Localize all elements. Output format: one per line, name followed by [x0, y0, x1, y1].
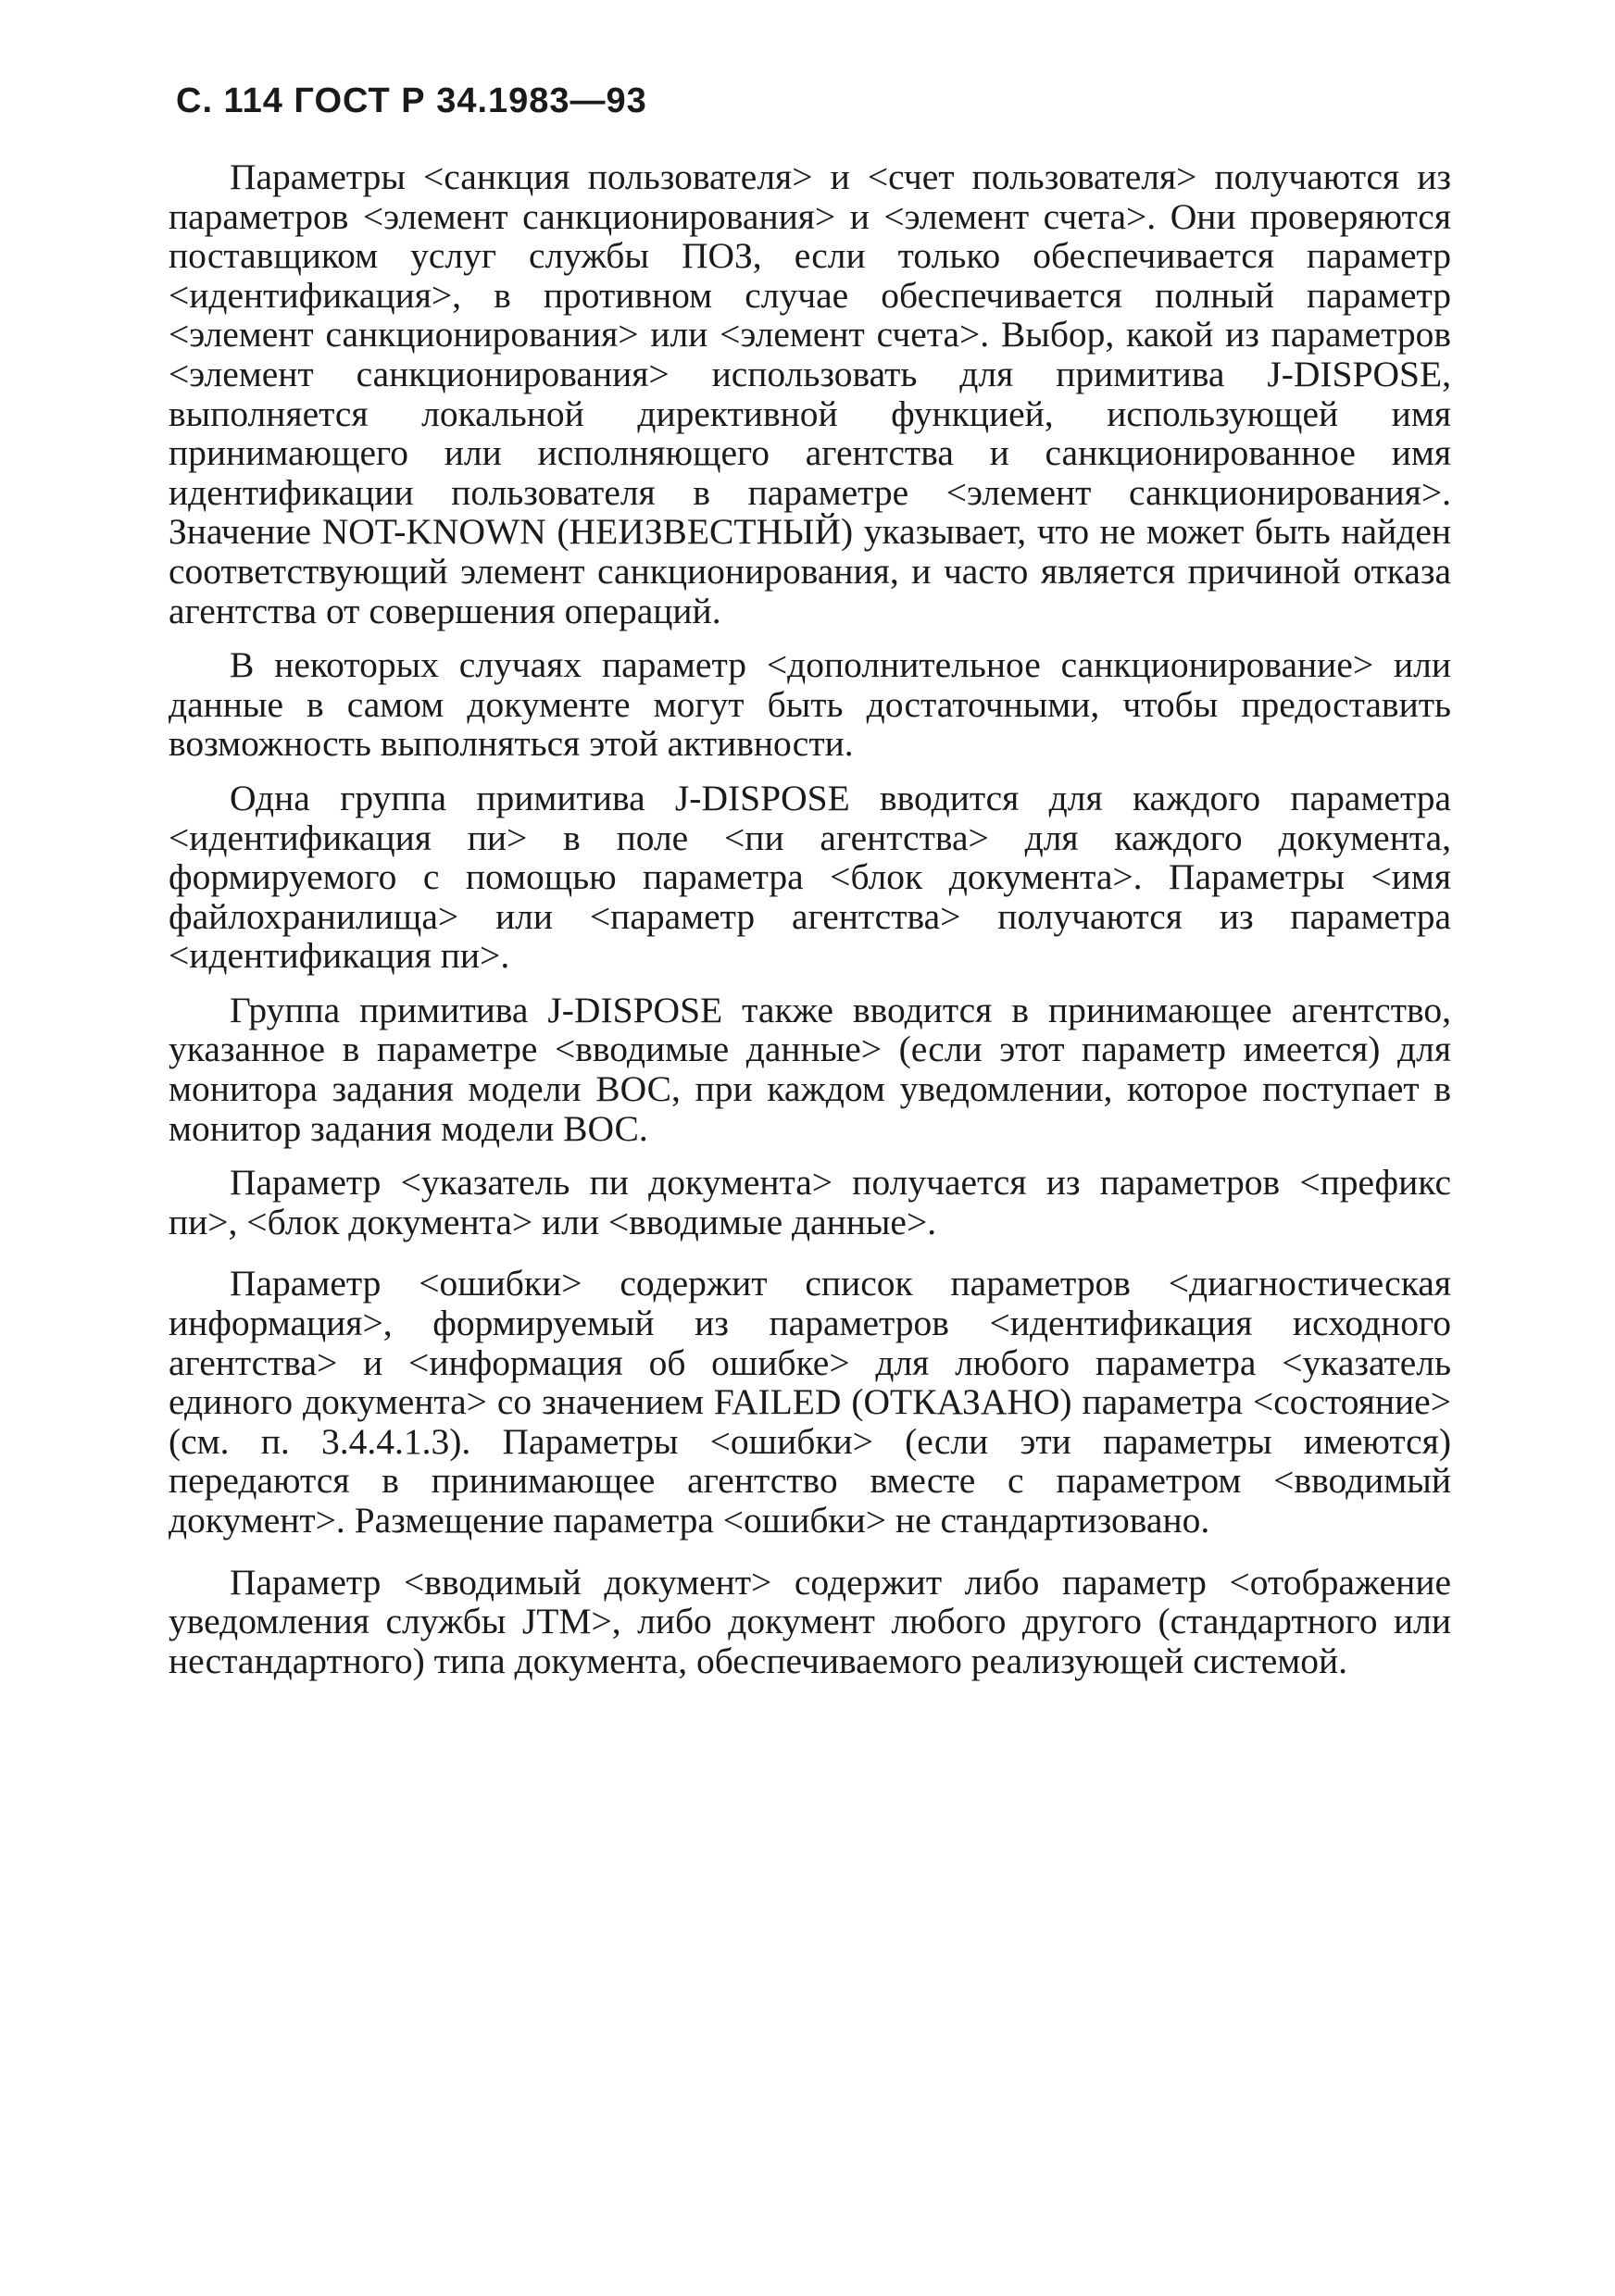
- body-text: [169, 157, 1451, 1680]
- paragraph: В некоторых случаях параметр <дополнительное санкционирование> или данные в самом документе могут быть достаточными, чтобы предоставить возможность выполняться этой активности.: [169, 644, 1451, 765]
- paragraph: Параметр <указатель пи документа> получается из параметров <префикс пи>, <блок документа> или <вводимые данные>.: [169, 1162, 1451, 1242]
- paragraph: Одна группа примитива J-DISPOSE вводится для каждого параметра <идентификация пи> в поле <пи агентства> для каждого документа, формируемого с помощью параметра <блок документа>. Параметры <имя файлохранилища> или <параметр агентства> получаются из параметра <идентификация пи>.: [169, 777, 1451, 977]
- paragraph: Параметры <санкция пользователя> и <счет пользователя> получаются из параметров <элемент санкционирования> и <элемент счета>. Они проверяются поставщиком услуг службы ПОЗ, если только обеспечивается параметр <идентификация>, в противном случае обеспечивается полный параметр <элемент санкционирования> или <элемент счета>. Выбор, какой из параметров <элемент санкционирования> использовать для примитива J-DISPOSE, выполняется локальной директивной функцией, использующей имя принимающего или исполняющего агентства и санкционированное имя идентификации пользователя в параметре <элемент санкционирования>. Значение NOT-KNOWN (НЕИЗВЕСТНЫЙ) указывает, что не может быть найден соответствующий элемент санкционирования, и часто является причиной отказа агентства от совершения операций.: [169, 156, 1451, 631]
- paragraph: Группа примитива J-DISPOSE также вводится в принимающее агентство, указанное в параметре <вводимые данные> (если этот параметр имеется) для монитора задания модели ВОС, при каждом уведомлении, которое поступает в монитор задания модели ВОС.: [169, 989, 1451, 1149]
- running-head: С. 114 ГОСТ Р 34.1983—93: [176, 81, 647, 120]
- paragraph: Параметр <вводимый документ> содержит либо параметр <отображение уведомления службы JTM>, либо документ любого другого (стандартного или нестандартного) типа документа, обеспечиваемого реализующей системой.: [169, 1561, 1451, 1681]
- paragraph: Параметр <ошибки> содержит список параметров <диагностическая информация>, формируемый из параметров <идентификация исходного агентства> и <информация об ошибке> для любого параметра <указатель единого документа> со значением FAILED (ОТКАЗАНО) параметра <состояние> (см. п. 3.4.4.1.3). Параметры <ошибки> (если эти параметры имеются) передаются в принимающее агентство вместе с параметром <вводимый документ>. Размещение параметра <ошибки> не стандартизовано.: [169, 1263, 1451, 1541]
